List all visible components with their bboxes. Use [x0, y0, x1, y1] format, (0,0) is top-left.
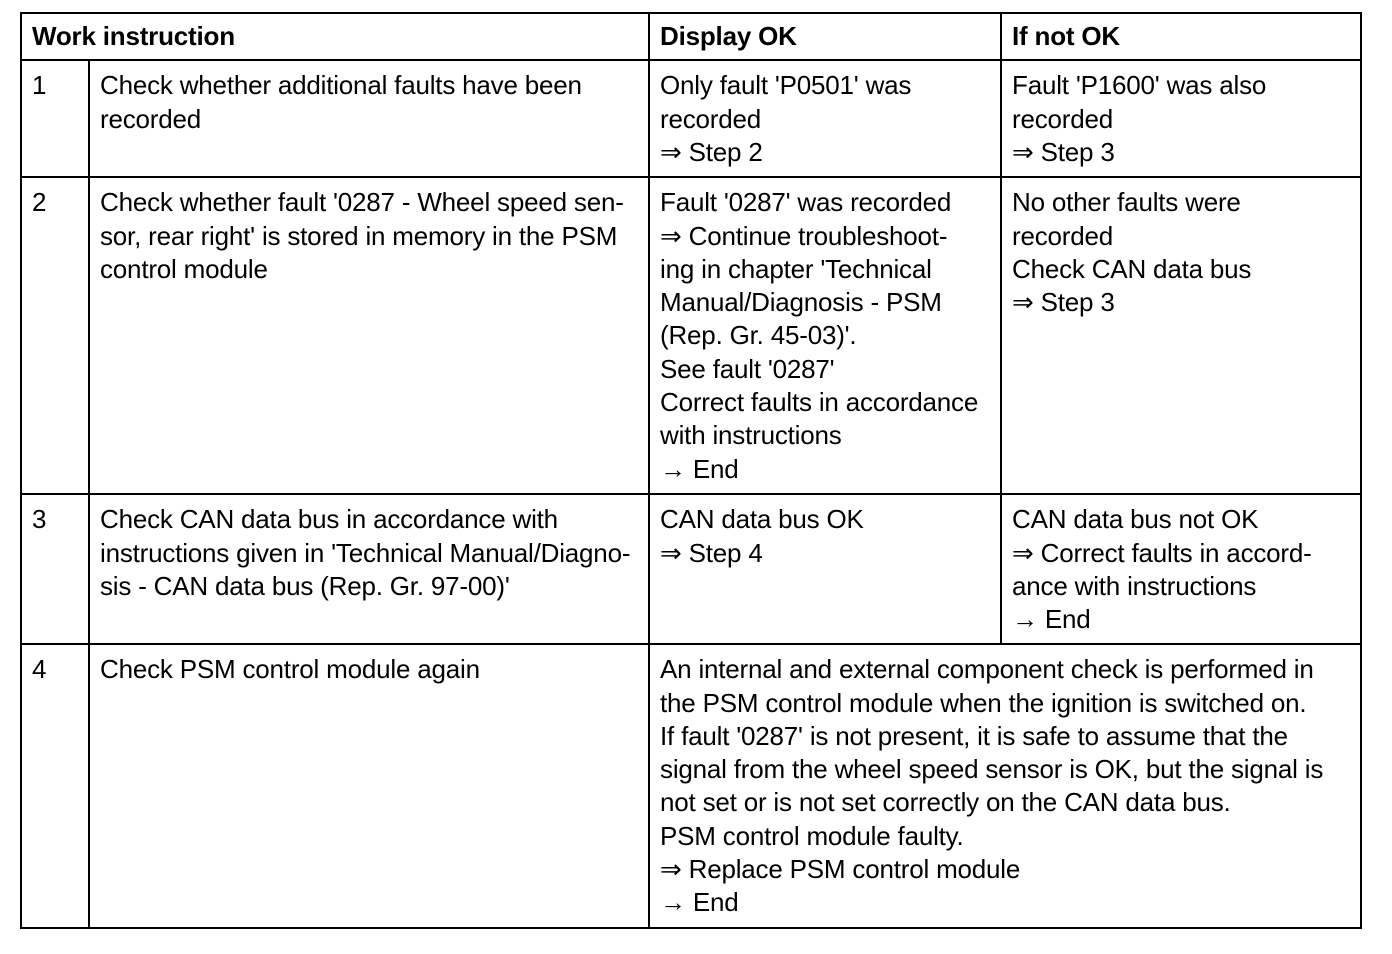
- text-line: An internal and external component check is performed in: [660, 654, 1314, 685]
- text-line: Check whether fault '0287 - Wheel speed sen-: [100, 187, 624, 218]
- text-line: ⇒ Step 3: [1012, 136, 1115, 167]
- text-line: → End: [660, 453, 739, 484]
- table-row: [21, 644, 1361, 928]
- step-instruction: [89, 494, 649, 644]
- text-line: sor, rear right' is stored in memory in the PSM: [100, 220, 618, 251]
- text-line: If fault '0287' is not present, it is safe to assume that the: [660, 720, 1288, 751]
- step-number: 2: [21, 177, 89, 494]
- text-line: ance with instructions: [1012, 570, 1257, 601]
- text-line: Check CAN data bus: [1012, 253, 1252, 284]
- step-number: 1: [21, 60, 89, 177]
- text-line: Correct faults in accordance: [660, 387, 979, 418]
- text-line: control module: [100, 253, 268, 284]
- text-line: Fault '0287' was recorded: [660, 187, 952, 218]
- text-line: recorded: [1012, 220, 1114, 251]
- step-display-ok: [649, 60, 1001, 177]
- text-line: sis - CAN data bus (Rep. Gr. 97-00)': [100, 570, 510, 601]
- step-number: 4: [21, 644, 89, 928]
- text-line: → End: [660, 887, 739, 918]
- text-line: instructions given in 'Technical Manual/Diagno-: [100, 537, 631, 568]
- text-line: recorded: [1012, 103, 1114, 134]
- step-if-not-ok: [1001, 60, 1361, 177]
- text-line: Check CAN data bus in accordance with: [100, 504, 558, 535]
- step-display-ok: [649, 177, 1001, 494]
- text-line: See fault '0287': [660, 353, 835, 384]
- text-line: the PSM control module when the ignition is switched on.: [660, 687, 1307, 718]
- text-line: recorded: [100, 103, 202, 134]
- table-row: [21, 177, 1361, 494]
- text-line: signal from the wheel speed sensor is OK, but the signal is: [660, 754, 1324, 785]
- step-display-ok: [649, 494, 1001, 644]
- text-line: with instructions: [660, 420, 842, 451]
- step-number: 3: [21, 494, 89, 644]
- header-work-instruction: Work instruction: [21, 13, 649, 60]
- text-line: recorded: [660, 103, 762, 134]
- table-row: [21, 494, 1361, 644]
- step-instruction: [89, 644, 649, 928]
- text-line: (Rep. Gr. 45-03)'.: [660, 320, 857, 351]
- text-line: Fault 'P1600' was also: [1012, 70, 1267, 101]
- text-line: No other faults were: [1012, 187, 1241, 218]
- step-instruction: [89, 177, 649, 494]
- text-line: ⇒ Continue troubleshoot-: [660, 220, 948, 251]
- header-display-ok: Display OK: [649, 13, 1001, 60]
- header-row: [21, 13, 1361, 60]
- text-line: ⇒ Step 4: [660, 537, 763, 568]
- step-instruction: [89, 60, 649, 177]
- text-line: Check PSM control module again: [100, 654, 480, 685]
- step-if-not-ok: [1001, 177, 1361, 494]
- text-line: ⇒ Correct faults in accord-: [1012, 537, 1312, 568]
- work-instruction-table: [20, 12, 1362, 929]
- table-row: [21, 60, 1361, 177]
- text-line: Check whether additional faults have been: [100, 70, 582, 101]
- text-line: ing in chapter 'Technical: [660, 253, 932, 284]
- text-line: CAN data bus not OK: [1012, 504, 1259, 535]
- text-line: not set or is not set correctly on the CAN data bus.: [660, 787, 1231, 818]
- text-line: → End: [1012, 604, 1091, 635]
- text-line: CAN data bus OK: [660, 504, 864, 535]
- step-if-not-ok: [1001, 494, 1361, 644]
- header-if-not-ok: If not OK: [1001, 13, 1361, 60]
- text-line: PSM control module faulty.: [660, 820, 964, 851]
- text-line: Manual/Diagnosis - PSM: [660, 287, 942, 318]
- text-line: Only fault 'P0501' was: [660, 70, 912, 101]
- text-line: ⇒ Step 2: [660, 136, 763, 167]
- text-line: ⇒ Replace PSM control module: [660, 854, 1021, 885]
- step-combined-result: [649, 644, 1361, 928]
- text-line: ⇒ Step 3: [1012, 287, 1115, 318]
